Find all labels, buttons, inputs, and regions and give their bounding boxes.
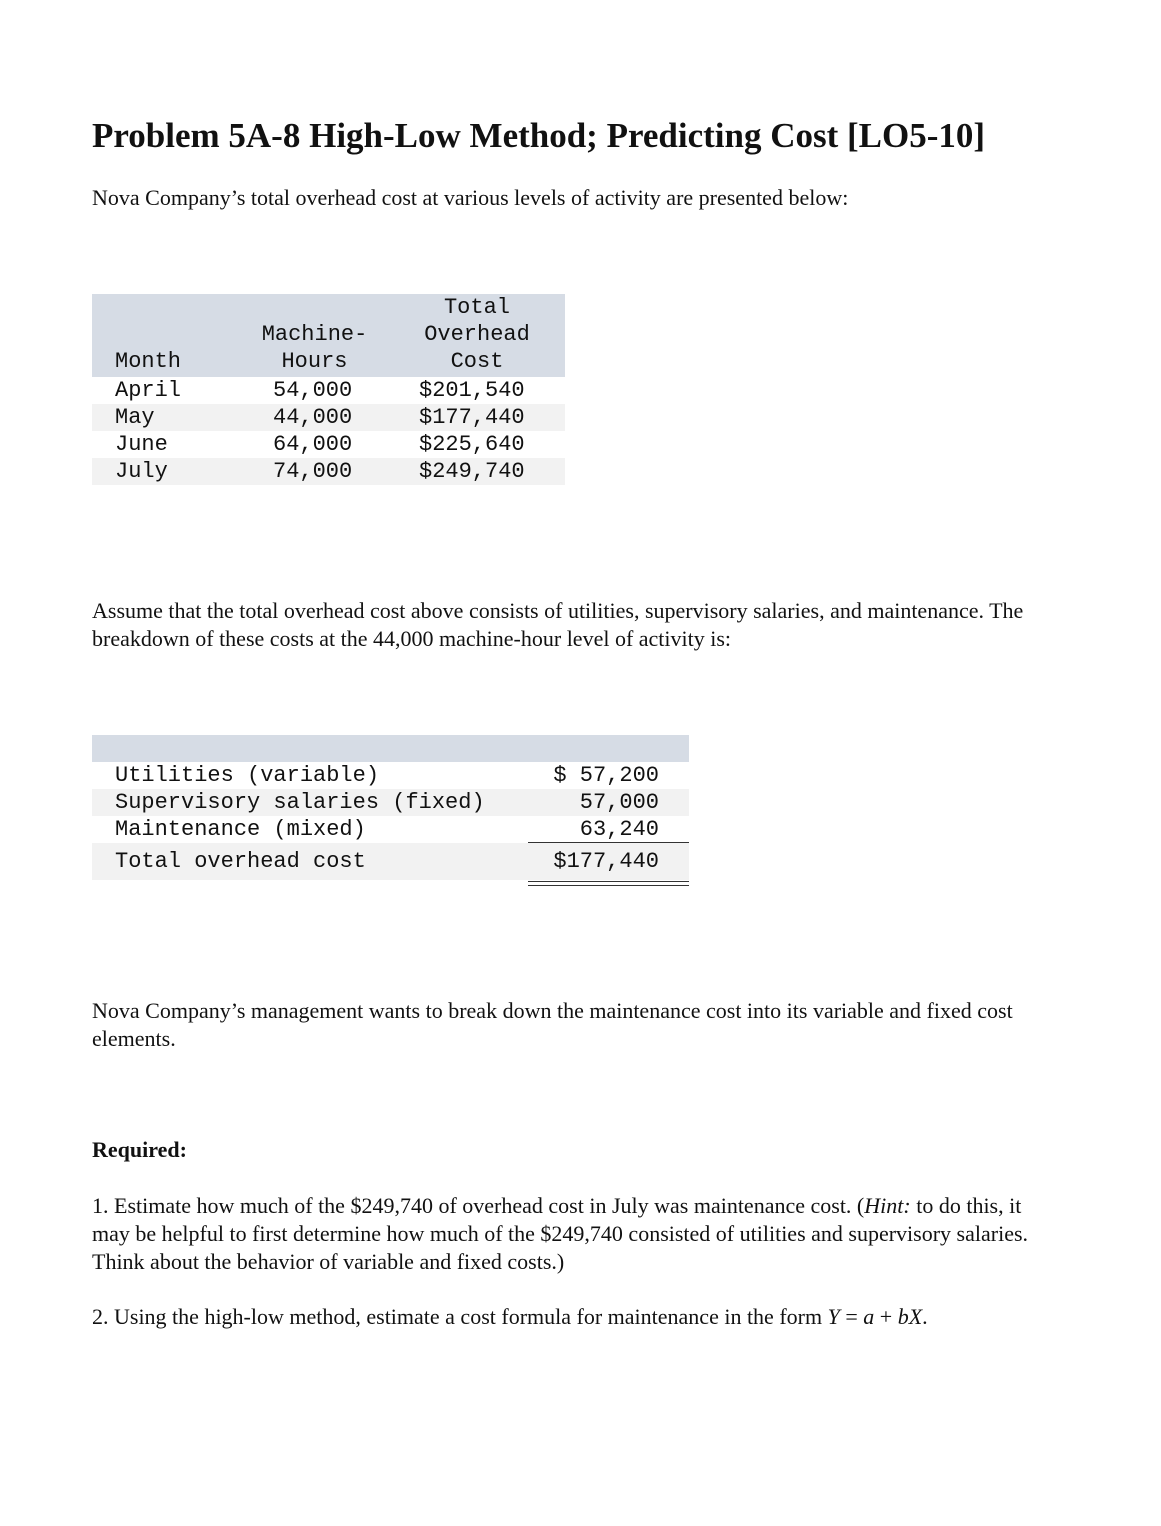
overhead-activity-table xyxy=(92,294,565,485)
table-row xyxy=(92,404,565,431)
intro-text: Nova Company’s total overhead cost at various levels of activity are presented below: xyxy=(92,185,849,210)
table-row xyxy=(92,377,565,404)
table-row xyxy=(92,762,689,789)
table-header xyxy=(92,294,565,377)
table-header xyxy=(92,735,689,762)
table-row xyxy=(92,458,565,485)
assumption-text: Assume that the total overhead cost above consists of utilities, supervisory salaries, and maintenance. The breakdown of these costs at the 44,000 machine-hour level of activity is: xyxy=(92,598,1024,651)
cost-label: Supervisory salaries (fixed) xyxy=(115,790,485,815)
hours-cell: 54,000 xyxy=(273,378,353,403)
total-row xyxy=(92,843,689,880)
hours-cell: 44,000 xyxy=(273,405,353,430)
cost-value: $ 57,200 xyxy=(553,763,659,788)
month-cell: May xyxy=(115,405,155,430)
table-row xyxy=(92,789,689,816)
cost-label: Utilities (variable) xyxy=(115,763,380,788)
month-cell: April xyxy=(115,378,182,403)
cost-cell: $177,440 xyxy=(419,405,525,430)
cost-breakdown-table xyxy=(92,735,689,880)
required-heading: Required: xyxy=(92,1137,187,1162)
header-total-overhead-cost: Total Overhead Cost xyxy=(424,295,530,374)
cost-cell: $201,540 xyxy=(419,378,525,403)
hint-label: Hint: xyxy=(864,1193,911,1218)
management-text: Nova Company’s management wants to break down the maintenance cost into its variable and fixed cost elements. xyxy=(92,998,1013,1051)
page-title: Problem 5A-8 High-Low Method; Predicting Cost [LO5-10] xyxy=(92,116,986,155)
cost-cell: $249,740 xyxy=(419,459,525,484)
cost-cell: $225,640 xyxy=(419,432,525,457)
cost-label: Maintenance (mixed) xyxy=(115,817,366,842)
total-double-underline xyxy=(528,881,689,886)
month-cell: July xyxy=(115,459,168,484)
header-machine-hours: Machine- Hours xyxy=(261,322,368,374)
month-cell: June xyxy=(115,432,168,457)
hours-cell: 64,000 xyxy=(273,432,353,457)
cost-value: 57,000 xyxy=(579,790,659,815)
question-2: 2. Using the high-low method, estimate a cost formula for maintenance in the form Y = a + bX. xyxy=(92,1304,928,1329)
cost-value: 63,240 xyxy=(579,817,659,842)
table-row xyxy=(92,431,565,458)
question-1: 1. Estimate how much of the $249,740 of overhead cost in July was maintenance cost. (Hint: to do this, it may be helpful to first determine how much of the $249,740 consisted of utilities and supervisory salaries. Think about the behavior of variable and fixed costs.) xyxy=(92,1193,1029,1274)
hours-cell: 74,000 xyxy=(273,459,353,484)
table-row xyxy=(92,816,689,843)
total-value: $177,440 xyxy=(553,849,659,874)
header-month: Month xyxy=(115,349,182,374)
total-label: Total overhead cost xyxy=(115,849,366,874)
